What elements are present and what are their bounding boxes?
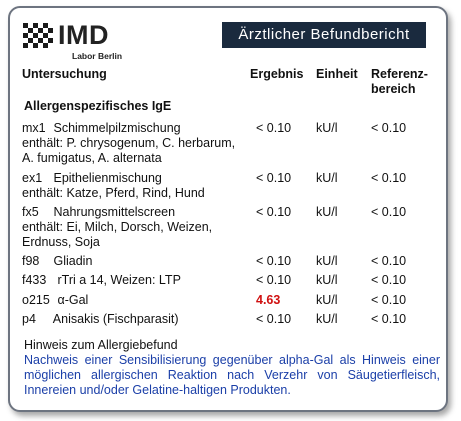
- row-reference: < 0.10: [371, 171, 407, 185]
- table-row: [22, 312, 179, 327]
- section-heading: Allergenspezifisches IgE: [24, 99, 172, 113]
- row-unit: kU/l: [316, 273, 338, 287]
- row-result: < 0.10: [256, 273, 292, 287]
- note-title: Hinweis zum Allergiebefund: [24, 338, 178, 352]
- row-reference: < 0.10: [371, 254, 407, 268]
- row-detail: Erdnuss, Soja: [22, 235, 100, 249]
- column-header-unit: Einheit: [316, 67, 358, 81]
- logo-subtitle: Labor Berlin: [72, 51, 123, 61]
- row-code: f433: [22, 273, 47, 287]
- table-row: [22, 293, 88, 308]
- row-result: < 0.10: [256, 205, 292, 219]
- row-name: Gliadin: [53, 254, 93, 268]
- report-title: Ärztlicher Befundbericht: [222, 22, 426, 48]
- row-code: ex1: [22, 171, 43, 185]
- table-row: [22, 171, 205, 201]
- row-unit: kU/l: [316, 121, 338, 135]
- table-row: [22, 254, 92, 269]
- row-unit: kU/l: [316, 312, 338, 326]
- column-header-result: Ergebnis: [250, 67, 304, 81]
- column-header-reference-line1: Referenz-: [371, 67, 428, 81]
- row-name: Epithelienmischung: [53, 171, 162, 185]
- row-name: rTri a 14, Weizen: LTP: [57, 273, 181, 287]
- row-name: Anisakis (Fischparasit): [52, 312, 179, 326]
- column-header-reference: [371, 67, 428, 97]
- row-reference: < 0.10: [371, 312, 407, 326]
- row-unit: kU/l: [316, 205, 338, 219]
- logo-name: IMD: [58, 20, 109, 50]
- row-code: p4: [22, 312, 36, 326]
- row-result: < 0.10: [256, 254, 292, 268]
- column-header-reference-line2: bereich: [371, 82, 416, 96]
- row-detail: A. fumigatus, A. alternata: [22, 151, 162, 165]
- table-row: [22, 121, 235, 166]
- row-name: Schimmelpilzmischung: [53, 121, 181, 135]
- row-result: < 0.10: [256, 312, 292, 326]
- row-unit: kU/l: [316, 171, 338, 185]
- row-result: < 0.10: [256, 171, 292, 185]
- note-body: Nachweis einer Sensibilisierung gegenüber alpha-Gal als Hinweis einer möglichen allergischen Reaktion nach Verzehr von Säugetierfleisch, Innereien und/oder Gelatine-haltigen Produkten.: [24, 353, 440, 397]
- row-reference: < 0.10: [371, 293, 407, 307]
- row-reference: < 0.10: [371, 121, 407, 135]
- row-code: f98: [22, 254, 40, 268]
- row-code: mx1: [22, 121, 46, 135]
- row-unit: kU/l: [316, 293, 338, 307]
- row-detail: enthält: P. chrysogenum, C. herbarum,: [22, 136, 236, 150]
- row-code: fx5: [22, 205, 39, 219]
- logo: [22, 20, 142, 60]
- row-detail: enthält: Katze, Pferd, Rind, Hund: [22, 186, 205, 200]
- row-result: < 0.10: [256, 121, 292, 135]
- report-card: [8, 6, 448, 412]
- column-header-test: Untersuchung: [22, 67, 107, 81]
- row-result-flagged: 4.63: [256, 293, 281, 307]
- row-name: α-Gal: [57, 293, 89, 307]
- row-code: o215: [22, 293, 50, 307]
- table-row: [22, 273, 181, 288]
- row-name: Nahrungsmittelscreen: [53, 205, 176, 219]
- dot-grid-logo-icon: [22, 22, 56, 52]
- row-unit: kU/l: [316, 254, 338, 268]
- row-reference: < 0.10: [371, 205, 407, 219]
- table-row: [22, 205, 212, 250]
- row-detail: enthält: Ei, Milch, Dorsch, Weizen,: [22, 220, 213, 234]
- row-reference: < 0.10: [371, 273, 407, 287]
